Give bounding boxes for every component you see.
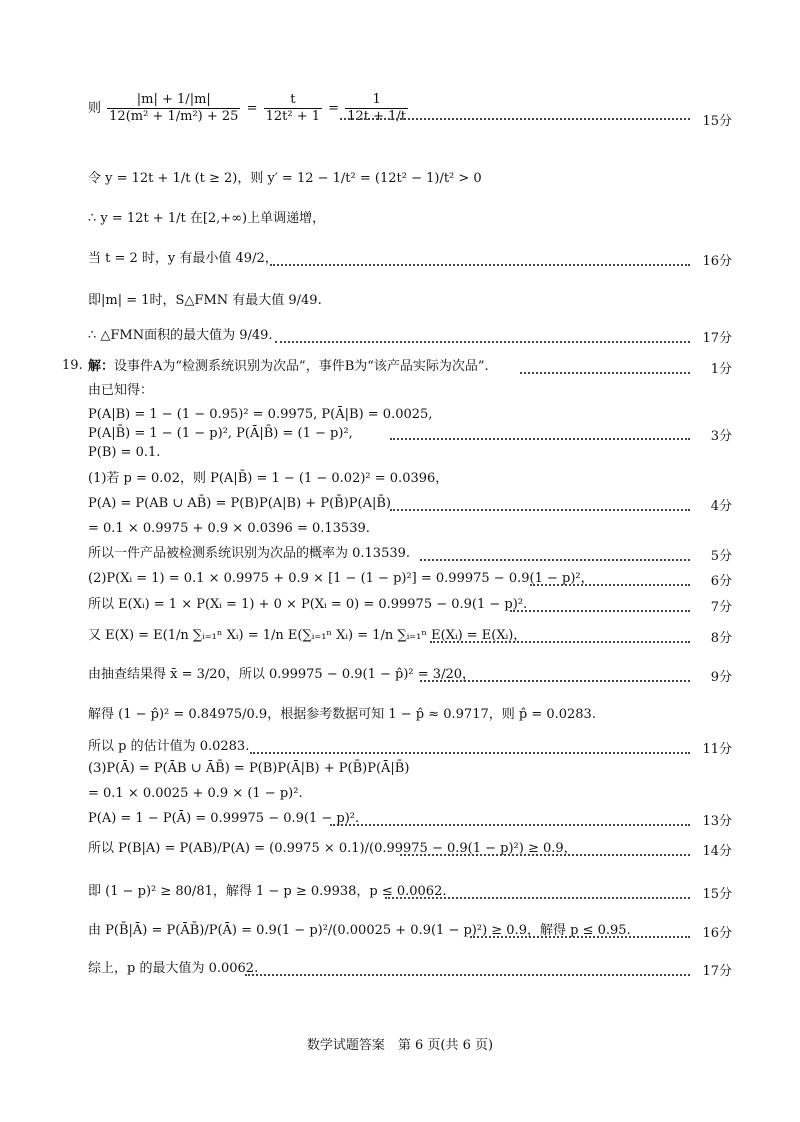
part3-line-5: 即 (1 − p)² ≥ 80/81，解得 1 − p ≥ 0.9938，p ≤ 0.0062. bbox=[88, 884, 447, 899]
part3-line-1: (3)P(Ā) = P(ĀB ∪ ĀB̄) = P(B)P(Ā|B) + P(B̄)P(Ā|B̄) bbox=[88, 761, 410, 776]
question-number: 19. bbox=[62, 358, 83, 373]
leader-dots bbox=[420, 680, 690, 682]
part1-line-3: = 0.1 × 0.9975 + 0.9 × 0.0396 = 0.13539. bbox=[88, 521, 370, 536]
leader-dots bbox=[270, 264, 690, 266]
equation-line-1: 则 $\frac{|m| + 1/|m|}{\text{12(m² + 1/m²) + 25}}$ = $\frac{t}{\text{12t² + 1}}$ = $\frac{1}{12t + 1/t}$ bbox=[88, 92, 406, 124]
part1-line-1: (1)若 p = 0.02，则 P(A|B̄) = 1 − (1 − 0.02)² = 0.0396， bbox=[88, 471, 449, 486]
part2-line-4: 由抽查结果得 x̄ = 3/20，所以 0.99975 − 0.9(1 − p̂)² = 3/20， bbox=[88, 667, 475, 682]
score-label: 5分 bbox=[710, 549, 732, 564]
score-label: 8分 bbox=[710, 631, 732, 646]
equation-line-2: 令 y = 12t + 1/t (t ≥ 2)，则 y′ = 12 − 1/t² = (12t² − 1)/t² > 0 bbox=[88, 171, 482, 186]
score-label: 14分 bbox=[702, 844, 732, 859]
fraction-t: $\frac{t}{\text{12t² + 1}}$ bbox=[265, 92, 321, 124]
score-label: 16分 bbox=[702, 926, 732, 941]
score-label: 3分 bbox=[710, 429, 732, 444]
leader-dots bbox=[275, 341, 690, 343]
score-label: 7分 bbox=[710, 600, 732, 615]
leader-dots bbox=[510, 610, 690, 612]
q19-intro: 解：设事件A为“检测系统识别为次品”，事件B为“该产品实际为次品”. bbox=[88, 359, 489, 374]
known-line-3: P(B) = 0.1. bbox=[88, 445, 161, 460]
score-label: 17分 bbox=[702, 964, 732, 979]
part2-line-2: 所以 E(Xᵢ) = 1 × P(Xᵢ = 1) + 0 × P(Xᵢ = 0) = 0.99975 − 0.9(1 − p)². bbox=[88, 597, 528, 612]
score-label: 4分 bbox=[710, 499, 732, 514]
leader-dots bbox=[400, 854, 690, 856]
equation-line-3: ∴ y = 12t + 1/t 在[2,+∞)上单调递增， bbox=[88, 211, 326, 226]
known-label: 由已知得： bbox=[88, 383, 154, 398]
fraction-1: $\frac{1}{12t + 1/t}$ bbox=[347, 92, 406, 124]
text-ze: 则 bbox=[88, 101, 102, 116]
leader-dots bbox=[390, 509, 690, 511]
score-label: 11分 bbox=[702, 742, 732, 757]
leader-dots bbox=[420, 559, 690, 561]
leader-dots bbox=[530, 584, 690, 586]
score-label: 13分 bbox=[702, 814, 732, 829]
leader-dots bbox=[385, 897, 690, 899]
part1-line-2: P(A) = P(AB ∪ AB̄) = P(B)P(A|B) + P(B̄)P(A|B̄) bbox=[88, 496, 391, 511]
part3-line-2: = 0.1 × 0.0025 + 0.9 × (1 − p)². bbox=[88, 786, 303, 801]
score-label: 15分 bbox=[702, 114, 732, 129]
equation-line-5: 即|m| = 1时，S△FMN 有最大值 9/49. bbox=[88, 293, 322, 308]
score-label: 6分 bbox=[710, 574, 732, 589]
leader-dots bbox=[390, 438, 690, 440]
part2-line-1: (2)P(Xᵢ = 1) = 0.1 × 0.9975 + 0.9 × [1 − (1 − p)²] = 0.99975 − 0.9(1 − p)²， bbox=[88, 571, 594, 586]
leader-dots bbox=[245, 974, 690, 976]
part3-line-6: 由 P(B̄|Ā) = P(ĀB̄)/P(Ā) = 0.9(1 − p)²/(0.00025 + 0.9(1 − p)²) ≥ 0.9，解得 p ≤ 0.95. bbox=[88, 923, 631, 938]
part2-line-6: 所以 p 的估计值为 0.0283. bbox=[88, 739, 250, 754]
known-line-2: P(A|B̄) = 1 − (1 − p)², P(Ā|B̄) = (1 − p)², bbox=[88, 426, 353, 441]
part2-line-5: 解得 (1 − p̂)² = 0.84975/0.9，根据参考数据可知 1 − p̂ ≈ 0.9717，则 p̂ = 0.0283. bbox=[88, 707, 596, 722]
equation-line-6: ∴ △FMN面积的最大值为 9/49. bbox=[88, 328, 273, 343]
page-footer: 数学试题答案 第 6 页(共 6 页) bbox=[306, 1038, 494, 1053]
part3-line-7: 综上，p 的最大值为 0.0062. bbox=[88, 961, 259, 976]
score-label: 1分 bbox=[710, 362, 732, 377]
part2-line-3: 又 E(X) = E(1/n ∑ᵢ₌₁ⁿ Xᵢ) = 1/n E(∑ᵢ₌₁ⁿ Xᵢ) = 1/n ∑ᵢ₌₁ⁿ E(Xᵢ) = E(Xᵢ)， bbox=[88, 628, 527, 643]
leader-dots bbox=[430, 641, 690, 643]
equation-line-4: 当 t = 2 时，y 有最小值 49/2， bbox=[88, 251, 278, 266]
leader-dots bbox=[340, 118, 690, 120]
part1-line-4: 所以一件产品被检测系统识别为次品的概率为 0.13539. bbox=[88, 546, 411, 561]
leader-dots bbox=[470, 936, 690, 938]
score-label: 15分 bbox=[702, 887, 732, 902]
part3-line-3: P(A) = 1 − P(Ā) = 0.99975 − 0.9(1 − p)². bbox=[88, 811, 360, 826]
leader-dots bbox=[250, 752, 690, 754]
leader-dots bbox=[330, 824, 690, 826]
fraction-m: $\frac{|m| + 1/|m|}{\text{12(m² + 1/m²) + 25}}$ bbox=[109, 92, 239, 124]
score-label: 9分 bbox=[710, 670, 732, 685]
score-label: 17分 bbox=[702, 331, 732, 346]
part3-line-4: 所以 P(B|A) = P(AB)/P(A) = (0.9975 × 0.1)/(0.99975 − 0.9(1 − p)²) ≥ 0.9， bbox=[88, 841, 577, 856]
score-label: 16分 bbox=[702, 254, 732, 269]
leader-dots bbox=[520, 372, 690, 374]
known-line-1: P(A|B) = 1 − (1 − 0.95)² = 0.9975, P(Ā|B) = 0.0025, bbox=[88, 407, 433, 422]
